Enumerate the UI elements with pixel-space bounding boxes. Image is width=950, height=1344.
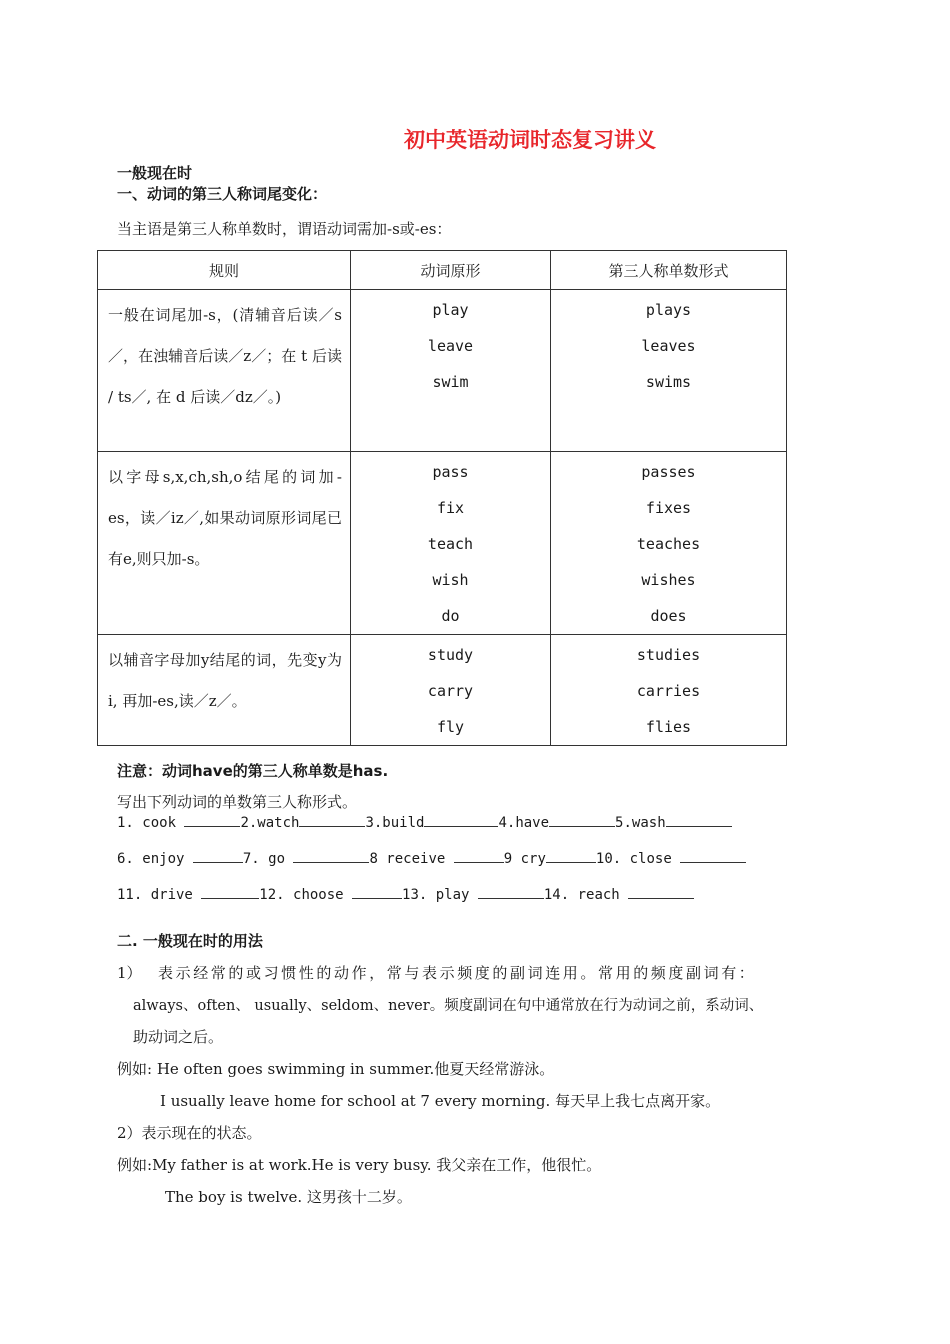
- answer-blank[interactable]: [184, 812, 240, 827]
- third-person-cell: [551, 452, 787, 635]
- third-word: does: [650, 607, 687, 625]
- third-word: fixes: [645, 499, 692, 517]
- section1-intro: 当主语是第三人称单数时，谓语动词需加-s或-es：: [117, 220, 452, 238]
- example-label: 例如:: [117, 1060, 153, 1078]
- exercise-item: 6. enjoy: [117, 851, 193, 867]
- exercise-item: 14. reach: [543, 887, 629, 903]
- third-word: swims: [645, 373, 692, 391]
- third-word: flies: [645, 718, 692, 736]
- exercise-item: 5.wash: [615, 815, 666, 831]
- section2-heading: 二. 一般现在时的用法: [117, 932, 263, 950]
- exercise-item: 9 cry: [503, 851, 546, 867]
- third-word: studies: [636, 646, 701, 664]
- answer-blank[interactable]: [352, 884, 402, 899]
- table-header: 动词原形: [351, 251, 551, 290]
- base-word: pass: [432, 463, 469, 481]
- rule-cell: 一般在词尾加-s，(清辅音后读／s／，在浊辅音后读／z／；在 t 后读 / ts／, 在 d 后读／dz／。): [98, 290, 351, 452]
- answer-blank[interactable]: [628, 884, 694, 899]
- section1-heading: 一般现在时: [117, 164, 193, 182]
- exercise-item: 1. cook: [117, 815, 185, 831]
- third-person-cell: [551, 290, 787, 452]
- rule-cell: 以辅音字母加y结尾的词，先变y为i, 再加-es,读／z／。: [98, 635, 351, 746]
- example1-line1: [117, 1058, 554, 1079]
- table-row: [98, 290, 787, 452]
- exercise-item: 7. go: [242, 851, 294, 867]
- table-row: [98, 452, 787, 635]
- answer-blank[interactable]: [201, 884, 259, 899]
- page-title: 初中英语动词时态复习讲义: [404, 128, 656, 152]
- exercise-line-1: [117, 812, 732, 831]
- table-header: 规则: [98, 251, 351, 290]
- third-word: wishes: [641, 571, 696, 589]
- third-word: carries: [636, 682, 701, 700]
- base-word: wish: [432, 571, 469, 589]
- third-person-cell: [551, 635, 787, 746]
- exercise-item: 2.watch: [240, 815, 300, 831]
- third-word: plays: [645, 301, 692, 319]
- exercise-line-3: [117, 884, 694, 903]
- exercise-item: 8 receive: [369, 851, 454, 867]
- example-sentence: He often goes swimming in summer.他夏天经常游泳。: [152, 1060, 555, 1078]
- exercise-item: 12. choose: [259, 887, 353, 903]
- answer-blank[interactable]: [680, 848, 746, 863]
- conjugation-table: [97, 250, 787, 746]
- base-cell: [351, 290, 551, 452]
- example-label: 例如:: [117, 1156, 153, 1174]
- base-word: teach: [427, 535, 474, 553]
- base-word: carry: [427, 682, 474, 700]
- example-sentence: My father is at work.He is very busy. 我父亲在工作，他很忙。: [152, 1156, 602, 1174]
- example2-line1: [117, 1154, 601, 1175]
- table-header: 第三人称单数形式: [551, 251, 787, 290]
- base-word: leave: [427, 337, 474, 355]
- answer-blank[interactable]: [293, 848, 369, 863]
- base-cell: [351, 635, 551, 746]
- base-word: play: [432, 301, 469, 319]
- base-word: do: [441, 607, 460, 625]
- answer-blank[interactable]: [546, 848, 596, 863]
- usage1-line1: 表示经常的或习惯性的动作，常与表示频度的副词连用。常用的频度副词有：: [158, 964, 757, 982]
- answer-blank[interactable]: [549, 812, 615, 827]
- answer-blank[interactable]: [299, 812, 365, 827]
- answer-blank[interactable]: [193, 848, 243, 863]
- base-word: study: [427, 646, 474, 664]
- base-word: fix: [436, 499, 465, 517]
- answer-blank[interactable]: [666, 812, 732, 827]
- answer-blank[interactable]: [454, 848, 504, 863]
- base-word: fly: [436, 718, 465, 736]
- usage1-line2: always、often、 usually、seldom、never。频度副词在句中通常放在行为动词之前，系动词、: [133, 998, 764, 1014]
- exercise-item: 10. close: [595, 851, 681, 867]
- exercise-item: 3.build: [365, 815, 425, 831]
- answer-blank[interactable]: [424, 812, 498, 827]
- usage2: 2）表示现在的状态。: [117, 1124, 262, 1142]
- note: 注意：动词have的第三人称单数是has.: [117, 762, 389, 780]
- exercise-item: 13. play: [402, 887, 478, 903]
- usage1-label: 1）: [117, 964, 142, 982]
- base-word: swim: [432, 373, 469, 391]
- answer-blank[interactable]: [478, 884, 544, 899]
- third-word: passes: [641, 463, 696, 481]
- table-header-row: [98, 251, 787, 290]
- example2-line2: The boy is twelve. 这男孩十二岁。: [165, 1188, 412, 1206]
- exercise-line-2: [117, 848, 746, 867]
- exercise-intro: 写出下列动词的单数第三人称形式。: [117, 793, 358, 811]
- table-row: [98, 635, 787, 746]
- rule-cell: 以字母s,x,ch,sh,o结尾的词加-es，读／iz／,如果动词原形词尾已有e,则只加-s。: [98, 452, 351, 635]
- exercise-item: 11. drive: [117, 887, 202, 903]
- third-word: teaches: [636, 535, 701, 553]
- exercise-item: 4.have: [498, 815, 550, 831]
- section1-subheading: 一、动词的第三人称词尾变化：: [117, 185, 328, 203]
- base-cell: [351, 452, 551, 635]
- example1-line2: I usually leave home for school at 7 every morning. 每天早上我七点离开家。: [160, 1092, 721, 1110]
- third-word: leaves: [641, 337, 696, 355]
- usage1-line3: 助动词之后。: [133, 1028, 224, 1046]
